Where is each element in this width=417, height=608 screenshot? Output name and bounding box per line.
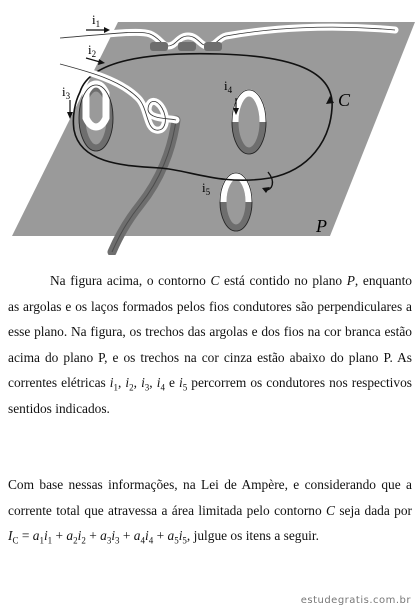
knot-3 xyxy=(204,42,222,51)
ampere-law-figure xyxy=(0,0,417,255)
paragraph-question: Com base nessas informações, na Lei de Ampère, e considerando que a corrente total que atravessa a área limitada pelo contorno C seja dada por $I_C = a_1i_1 + a_2i_2 + a_3i_3 + a_4i_4 + a_5i_5$, julgue os itens a seguir. xyxy=(8,477,412,546)
label-i5: $i_5$ xyxy=(202,180,211,197)
label-p: P xyxy=(316,216,327,236)
watermark-credit: estudegratis.com.br xyxy=(300,595,411,606)
label-i2: $i_2$ xyxy=(88,42,97,59)
paragraph-description: Na figura acima, o contorno C está contido no plano P, enquanto as argolas e os laços formados pelos fios condutores são perpendiculares a esse plano. Na figura, os trechos das argolas e dos fios na cor branca estão acima do plano P, e os trechos na cor cinza estão abaixo do plano P. As correntes elétricas $i_1$, $i_2$, $i_3$, $i_4$ e $i_5$ percorrem os condutores nos respectivos sentidos indicados. xyxy=(8,273,412,416)
knot-1 xyxy=(150,42,168,51)
label-c: C xyxy=(338,90,351,110)
label-i1: $i_1$ xyxy=(92,12,101,29)
knot-2 xyxy=(178,42,196,51)
label-i3: $i_3$ xyxy=(62,84,71,101)
label-i4: $i_4$ xyxy=(224,78,233,95)
